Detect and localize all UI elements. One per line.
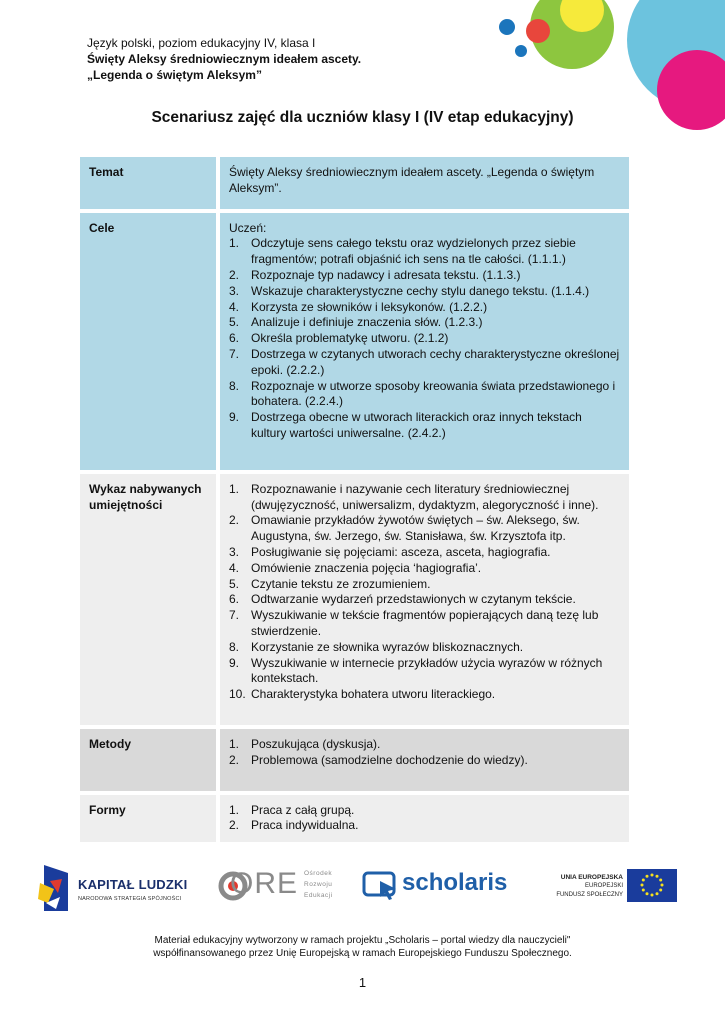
- row-label: Wykaz nabywanych umiejętności: [80, 474, 216, 725]
- list-number: 1.: [229, 802, 240, 817]
- ore-sub-2: Rozwoju: [304, 881, 333, 888]
- circle-blue-tiny: [515, 45, 527, 57]
- list-item: [229, 656, 620, 688]
- ore-sub-1: Ośrodek: [304, 870, 333, 877]
- ore-wordmark: ORE: [230, 867, 299, 900]
- list-text: Czytanie tekstu ze zrozumieniem.: [251, 576, 431, 591]
- list-number: 3.: [229, 283, 240, 298]
- list-number: 6.: [229, 592, 240, 607]
- list-text: Charakterystyka bohatera utworu literackiego.: [251, 687, 496, 702]
- footer-line-2: współfinansowanego przez Unię Europejską w ramach Europejskiego Funduszu Społecznego.: [153, 947, 572, 959]
- list-text: Dostrzega w czytanych utworach cechy charakterystyczne określonej epoki. (2.2.2.): [251, 346, 620, 377]
- circle-red: [526, 19, 550, 43]
- header-topic: Święty Aleksy średniowiecznym ideałem ascety.: [87, 52, 362, 66]
- eu-text: [555, 873, 623, 900]
- list-text: Poszukująca (dyskusja).: [251, 736, 381, 751]
- sponsor-logos: [0, 855, 725, 925]
- list-text: Rozpoznaje w utworze sposoby kreowania świata przedstawionego i bohatera. (2.2.4.): [251, 378, 616, 409]
- list-number: 9.: [229, 410, 240, 425]
- list-item: [229, 640, 620, 656]
- scholaris-screen-icon: [362, 869, 400, 903]
- list-item: [229, 236, 620, 268]
- kapital-ludzki-name: KAPITAŁ LUDZKI: [78, 877, 188, 892]
- scholaris-name: scholaris: [402, 869, 508, 896]
- list-item: [229, 513, 620, 545]
- page-title: Scenariusz zajęć dla uczniów klasy I (IV etap edukacyjny): [151, 109, 574, 126]
- list-number: 8.: [229, 639, 240, 654]
- list-text: Omawianie przykładów żywotów świętych – św. Aleksego, św. Augustyna, św. Jerzego, św. Stanisława, św. Krzysztofa itp.: [251, 513, 580, 544]
- kapital-ludzki-sub: NARODOWA STRATEGIA SPÓJNOŚCI: [78, 896, 182, 902]
- kapital-ludzki-emblem-icon: [38, 863, 74, 913]
- list-item: [229, 803, 620, 819]
- list-text: Odczytuje sens całego tekstu oraz wydzielonych przez siebie fragmentów; potrafi objaśnić ich sens na tle całości. (1.1.1.): [251, 236, 576, 267]
- list-text: Wskazuje charakterystyczne cechy stylu danego tekstu. (1.1.4.): [251, 283, 590, 298]
- list-number: 5.: [229, 315, 240, 330]
- ore-name: [230, 867, 299, 901]
- lesson-plan-table: [76, 153, 633, 846]
- list-text: Analizuje i definiuje znaczenia słów. (1.2.3.): [251, 315, 483, 330]
- cele-intro: Uczeń:: [229, 220, 267, 235]
- page-number: 1: [358, 975, 367, 990]
- row-formy: [80, 795, 629, 843]
- temat-text: Święty Aleksy średniowiecznym ideałem ascety. „Legenda o świętym Aleksym”.: [220, 157, 629, 209]
- list-text: Odtwarzanie wydarzeń przedstawionych w czytanym tekście.: [251, 592, 576, 607]
- list-item: [229, 268, 620, 284]
- list-text: Problemowa (samodzielne dochodzenie do wiedzy).: [251, 752, 528, 767]
- list-number: 5.: [229, 576, 240, 591]
- list-item: [229, 592, 620, 608]
- list-item: [229, 818, 620, 834]
- list-item: [229, 608, 620, 640]
- row-temat: [80, 157, 629, 209]
- metody-list: [229, 737, 620, 769]
- list-item: [229, 561, 620, 577]
- list-number: 7.: [229, 608, 240, 623]
- list-item: [229, 482, 620, 514]
- list-item: [229, 687, 620, 703]
- ore-subtitle: [304, 868, 333, 901]
- list-number: 10.: [229, 687, 246, 702]
- list-text: Wyszukiwanie w tekście fragmentów popierających daną tezę lub stwierdzenie.: [251, 608, 599, 638]
- row-label: Formy: [80, 795, 216, 843]
- row-umiejetnosci: [80, 474, 629, 725]
- list-text: Korzystanie ze słownika wyrazów bliskoznacznych.: [251, 639, 524, 654]
- list-text: Korzysta ze słowników i leksykonów. (1.2.2.): [251, 299, 488, 314]
- ore-logo: [218, 865, 348, 915]
- circle-blue-small: [499, 19, 515, 35]
- ore-sub-3: Edukacji: [304, 892, 333, 899]
- list-number: 2.: [229, 267, 240, 282]
- list-number: 4.: [229, 560, 240, 575]
- eu-line-2: EUROPEJSKI: [584, 883, 623, 889]
- umiejetnosci-content: [220, 474, 629, 725]
- document-header: [87, 35, 361, 83]
- list-item: [229, 300, 620, 316]
- list-item: [229, 737, 620, 753]
- row-label: Cele: [80, 213, 216, 470]
- list-text: Praca z całą grupą.: [251, 802, 355, 817]
- list-number: 1.: [229, 236, 240, 251]
- list-text: Omówienie znaczenia pojęcia ‘hagiografia’.: [251, 560, 482, 575]
- cele-content: [220, 213, 629, 470]
- list-text: Rozpoznaje typ nadawcy i adresata tekstu. (1.1.3.): [251, 267, 521, 282]
- metody-content: [220, 729, 629, 791]
- list-item: [229, 545, 620, 561]
- list-text: Posługiwanie się pojęciami: asceza, asceta, hagiografia.: [251, 544, 551, 559]
- list-item: [229, 379, 620, 411]
- row-label: Temat: [80, 157, 216, 209]
- list-number: 2.: [229, 818, 240, 833]
- header-work-title: „Legenda o świętym Aleksym”: [87, 68, 262, 82]
- eu-stars-icon: [627, 869, 677, 902]
- cele-list: [229, 236, 620, 441]
- eu-line-1: UNIA EUROPEJSKA: [560, 874, 623, 881]
- list-item: [229, 315, 620, 331]
- list-text: Dostrzega obecne w utworach literackich oraz innych tekstach kultury wartości uniwersalne. (2.4.2.): [251, 410, 582, 440]
- list-text: Określa problematykę utworu. (2.1.2): [251, 331, 449, 346]
- formy-list: [229, 803, 620, 835]
- row-label: Metody: [80, 729, 216, 791]
- list-number: 3.: [229, 544, 240, 559]
- list-number: 7.: [229, 346, 240, 361]
- list-number: 4.: [229, 299, 240, 314]
- list-text: Wyszukiwanie w internecie przykładów użycia wyrazów w różnych kontekstach.: [251, 655, 603, 686]
- list-item: [229, 347, 620, 379]
- eu-line-3: FUNDUSZ SPOŁECZNY: [556, 892, 623, 898]
- list-text: Rozpoznawanie i nazywanie cech literatury średniowiecznej (dwujęzyczność, uniwersalizm, dydaktyzm, alegoryczność i inne).: [251, 481, 599, 512]
- scholaris-logo: [362, 865, 522, 905]
- eu-logo: [555, 869, 680, 909]
- list-text: Praca indywidualna.: [251, 818, 359, 833]
- list-number: 9.: [229, 655, 240, 670]
- list-item: [229, 284, 620, 300]
- row-cele: [80, 213, 629, 470]
- list-number: 1.: [229, 736, 240, 751]
- footer-line-1: Materiał edukacyjny wytworzony w ramach projektu „Scholaris – portal wiedzy dla nauczycieli": [154, 935, 571, 946]
- eu-flag-icon: [627, 869, 677, 902]
- header-subject: Język polski, poziom edukacyjny IV, klasa I: [87, 36, 316, 50]
- list-number: 1.: [229, 481, 240, 496]
- kapital-ludzki-logo: [38, 863, 188, 913]
- row-metody: [80, 729, 629, 791]
- formy-content: [220, 795, 629, 843]
- list-number: 6.: [229, 331, 240, 346]
- list-item: [229, 577, 620, 593]
- umiejetnosci-list: [229, 482, 620, 703]
- list-number: 2.: [229, 752, 240, 767]
- list-item: [229, 410, 620, 442]
- list-number: 2.: [229, 513, 240, 528]
- list-item: [229, 753, 620, 769]
- footer-note: [0, 935, 725, 960]
- list-item: [229, 331, 620, 347]
- list-number: 8.: [229, 378, 240, 393]
